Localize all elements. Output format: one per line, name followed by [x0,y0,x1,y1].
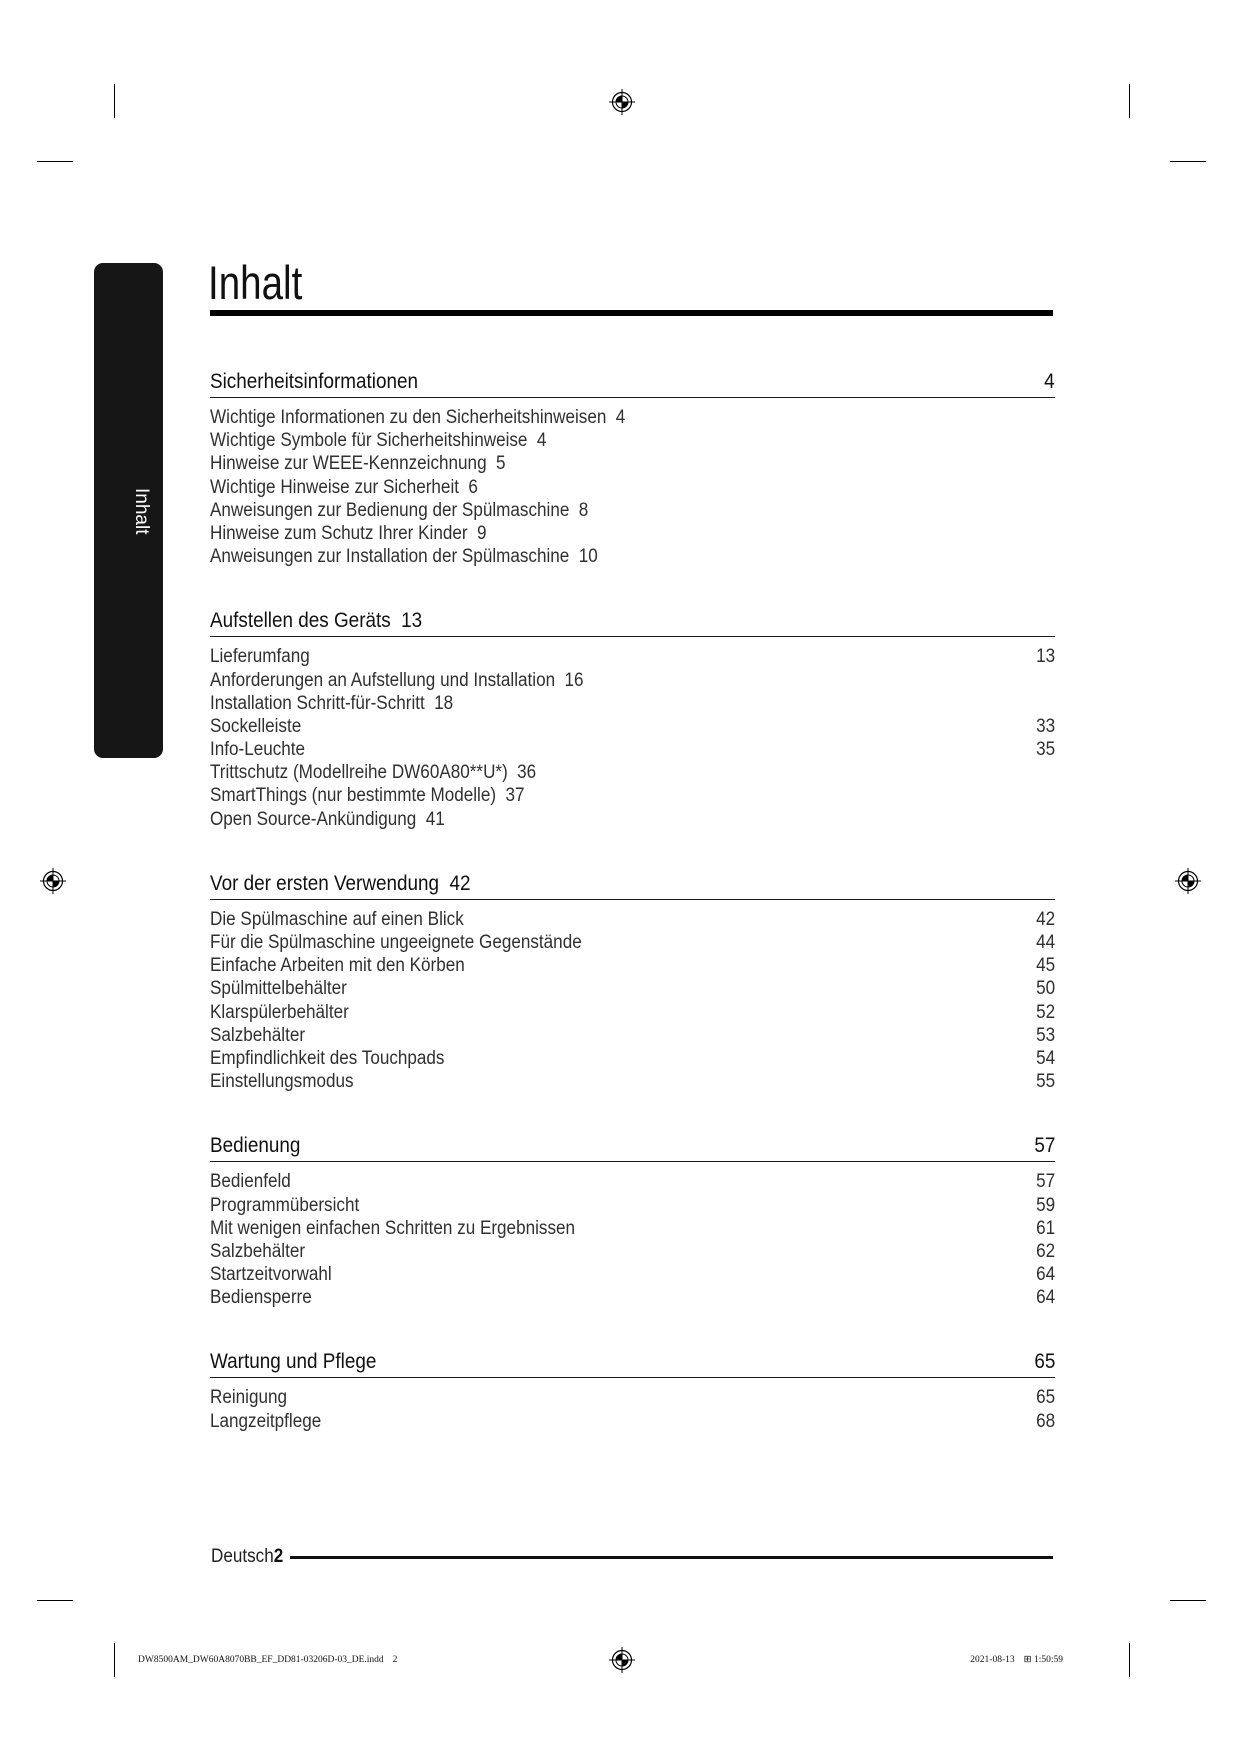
toc-entry-page: 10 [578,546,598,568]
toc-section-heading [210,606,1055,637]
slug-time: 1:50:59 [1033,1655,1063,1665]
toc-entry-page: 13 [1035,646,1055,668]
crop-mark-left-top [37,161,73,162]
toc-entry [210,406,1055,429]
toc-entry [210,977,1055,1000]
registration-mark-icon [1174,867,1202,895]
toc-section-title: Wartung und Pflege [210,1350,377,1374]
toc-entry [210,761,1055,784]
toc-entry [210,1386,1055,1409]
toc-entry-title: Lieferumfang [210,646,310,668]
toc-entry-page: 36 [517,762,537,784]
toc-entry-title: Die Spülmaschine auf einen Blick [210,908,464,930]
registration-mark-shape [40,868,66,894]
toc-entry-page: 62 [1035,1240,1055,1262]
toc-entry [210,908,1055,931]
toc-entry-page: 6 [468,476,478,498]
toc-entry-title: Installation Schritt-für-Schritt [210,692,425,714]
toc-entry-text [210,692,453,715]
toc-entry-text [210,808,445,831]
toc-entry-title: Mit wenigen einfachen Schritten zu Ergebnissen [210,1217,576,1239]
registration-mark-shape [609,1647,635,1673]
toc-section-title: Aufstellen des Geräts [210,609,391,633]
toc-section-title: Vor der ersten Verwendung [210,871,440,895]
print-slug-file [138,1654,397,1666]
toc-entry-title: Wichtige Hinweise zur Sicherheit [210,476,460,498]
toc-entry-title: Bedienfeld [210,1171,291,1193]
toc-entry-list [210,1386,1055,1432]
toc-entry-text [210,522,486,545]
toc-entry-page: 57 [1035,1171,1055,1193]
slug-glyph: ⊞ [1023,1655,1032,1665]
toc-entry-page: 52 [1035,1001,1055,1023]
toc-entry-text [210,784,524,807]
toc-entry-text [210,476,478,499]
toc-section-heading [210,367,1055,398]
toc-entry-page: 8 [578,499,589,521]
toc-entry-page: 55 [1035,1071,1055,1093]
chapter-side-tab [94,263,163,758]
toc-entry-title: Programmübersicht [210,1194,360,1216]
toc-entry-page: 59 [1035,1194,1055,1216]
toc-entry-page: 64 [1035,1264,1055,1286]
toc-entry-page: 44 [1035,932,1055,953]
toc-entry [210,692,1055,715]
toc-entry [210,1240,1055,1263]
toc-entry [210,669,1055,692]
registration-mark-shape [1175,868,1201,894]
toc-entry-title: Für die Spülmaschine ungeeignete Gegenstände [210,932,582,953]
toc-entry-title: Anweisungen zur Installation der Spülmaschine [210,546,570,568]
toc-entry-list [210,908,1055,1094]
toc-entry-page: 41 [425,808,445,830]
toc-entry-page: 64 [1035,1287,1055,1309]
toc-entry [210,1263,1055,1286]
toc-entry-title: Salzbehälter [210,1024,306,1046]
title-rule [210,310,1053,316]
toc-entry-text [210,452,505,475]
toc-entry-page: 54 [1035,1047,1055,1069]
toc-section-text [210,869,470,899]
toc-entry-page: 4 [536,430,547,452]
toc-entry-title: Sockelleiste [210,715,302,737]
toc-entry-title: Trittschutz (Modellreihe DW60A80**U*) [210,762,508,784]
crop-mark-left-bottom [37,1600,73,1601]
toc-section-text [210,606,422,636]
toc-entry-page: 18 [434,692,454,714]
toc-section-title: Bedienung [210,1134,301,1158]
crop-mark-bottom-left [114,1643,115,1677]
toc-section [210,1347,1055,1432]
toc-entry-title: Empfindlichkeit des Touchpads [210,1047,445,1069]
toc-entry-page: 16 [564,669,584,691]
toc-section-heading [210,1347,1055,1378]
toc-entry-text [210,499,588,522]
toc-entry-page: 53 [1035,1024,1055,1046]
toc-section [210,869,1055,1094]
registration-mark-icon [39,867,67,895]
toc-section-page: 42 [449,871,471,895]
toc-entry [210,522,1055,545]
toc-entry-title: Klarspülerbehälter [210,1001,349,1023]
registration-mark-shape [609,89,635,115]
toc-entry-text [210,761,536,784]
toc-entry [210,1024,1055,1047]
toc-entry-title: SmartThings (nur bestimmte Modelle) [210,785,497,807]
page-title: Inhalt [208,256,303,309]
page-footer [211,1545,283,1569]
toc-entry [210,1170,1055,1193]
toc-entry-page: 42 [1035,908,1055,930]
toc-entry-text [210,545,598,568]
registration-mark-icon [608,1646,636,1674]
crop-mark-top-right [1129,84,1130,118]
slug-date: 2021-08-13 [970,1655,1015,1665]
toc-entry [210,954,1055,977]
footer-page-number: 2 [273,1546,284,1567]
toc-entry [210,715,1055,738]
slug-filename: DW8500AM_DW60A8070BB_EF_DD81-03206D-03_DE.indd [138,1655,384,1665]
toc-entry [210,1001,1055,1024]
crop-mark-bottom-right [1129,1643,1130,1677]
toc-entry [210,784,1055,807]
print-slug-timestamp [970,1654,1063,1666]
crop-mark-right-top [1170,161,1206,162]
toc-entry-list [210,406,1055,568]
toc-section-title: Sicherheitsinformationen [210,370,419,393]
toc-entry-page: 5 [495,453,506,475]
toc-entry-title: Langzeitpflege [210,1410,322,1432]
toc-section-page: 57 [1033,1134,1055,1158]
toc-section-heading [210,869,1055,900]
toc-entry-title: Hinweise zum Schutz Ihrer Kinder [210,522,468,544]
toc-section-page: 4 [1044,370,1055,393]
toc-entry-title: Wichtige Symbole für Sicherheitshinweise [210,430,528,452]
crop-mark-top-left [114,84,115,118]
toc-entry-title: Bediensperre [210,1287,312,1309]
toc-section [210,1131,1055,1309]
toc-section-page: 65 [1033,1350,1055,1374]
toc-section-heading [210,1131,1055,1162]
table-of-contents [210,367,1055,1433]
toc-entry [210,1286,1055,1309]
toc-section [210,606,1055,831]
toc-entry [210,1070,1055,1093]
slug-sheet: 2 [392,1655,398,1665]
toc-entry-title: Anweisungen zur Bedienung der Spülmaschine [210,499,570,521]
toc-entry [210,499,1055,522]
footer-language: Deutsch [211,1546,274,1567]
toc-entry-page: 4 [615,407,626,428]
toc-entry-title: Startzeitvorwahl [210,1264,332,1286]
toc-entry-page: 61 [1035,1217,1055,1239]
toc-entry [210,931,1055,954]
toc-entry-page: 68 [1035,1410,1055,1432]
toc-entry-page: 45 [1035,955,1055,977]
toc-entry-title: Spülmittelbehälter [210,978,347,1000]
toc-entry-title: Reinigung [210,1387,288,1409]
toc-entry-page: 33 [1035,715,1055,737]
toc-entry [210,429,1055,452]
toc-entry-title: Salzbehälter [210,1240,306,1262]
toc-entry-title: Einstellungsmodus [210,1071,354,1093]
toc-entry [210,738,1055,761]
toc-section [210,367,1055,568]
toc-entry [210,1194,1055,1217]
side-tab-label: Inhalt [131,488,152,535]
toc-entry-text [210,669,584,692]
toc-entry-title: Hinweise zur WEEE-Kennzeichnung [210,453,487,475]
crop-mark-right-bottom [1170,1600,1206,1601]
footer-rule [290,1556,1053,1559]
toc-entry-text [210,429,546,452]
toc-entry [210,808,1055,831]
toc-entry [210,1047,1055,1070]
toc-entry-title: Open Source-Ankündigung [210,808,417,830]
toc-entry [210,645,1055,668]
toc-entry [210,1410,1055,1433]
toc-entry [210,452,1055,475]
toc-entry-page: 35 [1035,739,1055,761]
toc-entry [210,476,1055,499]
registration-mark-icon [608,88,636,116]
toc-entry-title: Anforderungen an Aufstellung und Installation [210,669,556,691]
toc-entry-title: Wichtige Informationen zu den Sicherheitshinweisen [210,407,607,428]
toc-entry-page: 9 [476,522,487,544]
toc-entry [210,1217,1055,1240]
toc-entry-list [210,1170,1055,1309]
toc-entry [210,545,1055,568]
toc-entry-page: 65 [1035,1387,1055,1409]
toc-entry-title: Einfache Arbeiten mit den Körben [210,955,465,977]
toc-entry-text [210,406,625,429]
toc-section-page: 13 [401,609,423,633]
toc-entry-page: 50 [1035,978,1055,1000]
toc-entry-title: Info-Leuchte [210,739,306,761]
toc-entry-page: 37 [505,785,525,807]
toc-entry-list [210,645,1055,831]
